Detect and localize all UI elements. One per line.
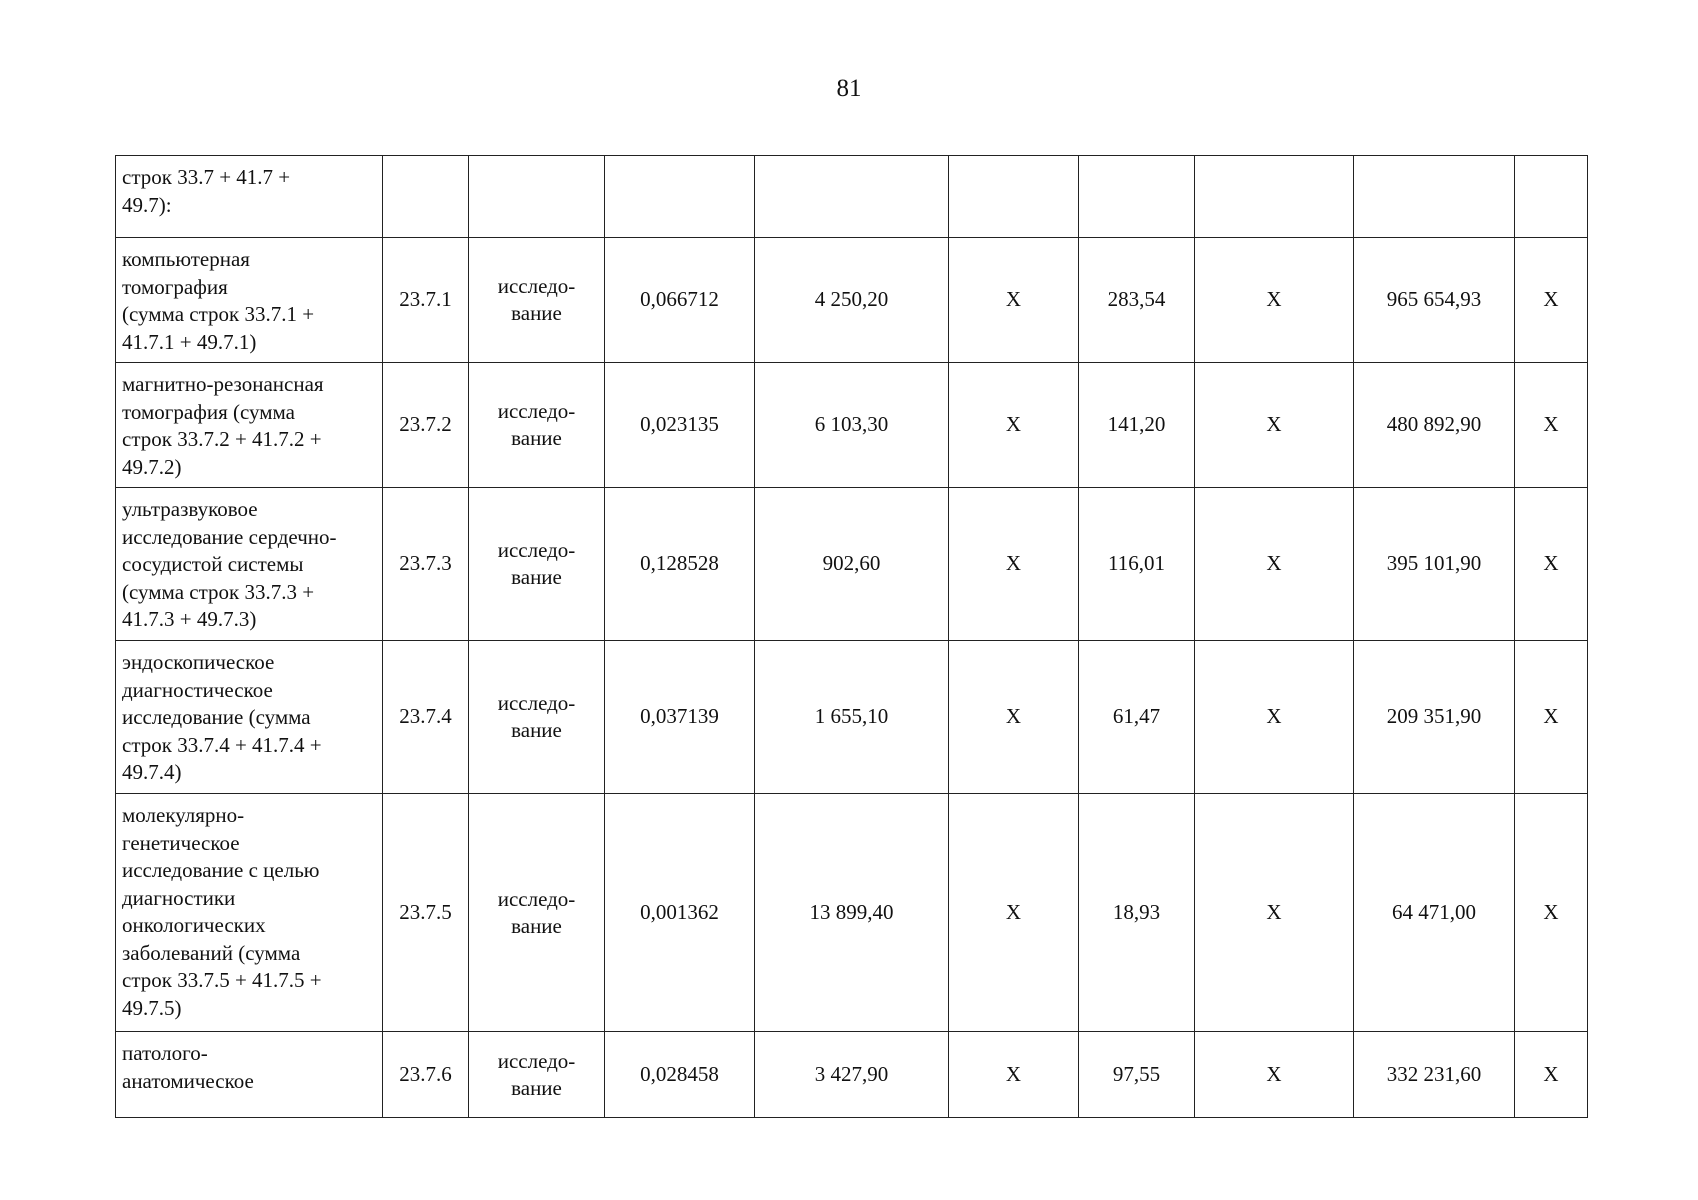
row-number-cell: 23.7.3 xyxy=(383,488,469,641)
row-number-cell: 23.7.1 xyxy=(383,238,469,363)
medical-services-table xyxy=(115,155,1588,1118)
x-mark-cell: Х xyxy=(1515,641,1588,794)
x-mark-cell: Х xyxy=(1195,794,1354,1032)
unit-cell: исследо- вание xyxy=(469,488,605,641)
unit-cell: исследо- вание xyxy=(469,641,605,794)
empty-cell xyxy=(1354,156,1515,238)
service-name-cell: молекулярно- генетическое исследование с целью диагностики онкологических заболеваний (сумма строк 33.7.5 + 41.7.5 + 49.7.5) xyxy=(116,794,383,1032)
per-capita-cell: 141,20 xyxy=(1079,363,1195,488)
x-mark-cell: Х xyxy=(1515,488,1588,641)
sum-cell: 209 351,90 xyxy=(1354,641,1515,794)
x-mark-cell: Х xyxy=(1195,641,1354,794)
x-mark-cell: Х xyxy=(1515,1032,1588,1118)
table-row xyxy=(116,238,1588,363)
x-mark-cell: Х xyxy=(1515,794,1588,1032)
cost-cell: 13 899,40 xyxy=(755,794,949,1032)
sum-cell: 395 101,90 xyxy=(1354,488,1515,641)
sum-cell: 965 654,93 xyxy=(1354,238,1515,363)
empty-cell xyxy=(755,156,949,238)
x-mark-cell: Х xyxy=(949,794,1079,1032)
x-mark-cell: Х xyxy=(949,238,1079,363)
empty-cell xyxy=(1515,156,1588,238)
empty-cell xyxy=(605,156,755,238)
service-name-cell: строк 33.7 + 41.7 + 49.7): xyxy=(116,156,383,238)
x-mark-cell: Х xyxy=(949,488,1079,641)
row-number-cell: 23.7.2 xyxy=(383,363,469,488)
per-capita-cell: 18,93 xyxy=(1079,794,1195,1032)
unit-cell: исследо- вание xyxy=(469,238,605,363)
x-mark-cell: Х xyxy=(949,363,1079,488)
service-name-cell: магнитно-резонансная томография (сумма строк 33.7.2 + 41.7.2 + 49.7.2) xyxy=(116,363,383,488)
empty-cell xyxy=(383,156,469,238)
x-mark-cell: Х xyxy=(1195,363,1354,488)
service-name-cell: ультразвуковое исследование сердечно- сосудистой системы (сумма строк 33.7.3 + 41.7.3 + 49.7.3) xyxy=(116,488,383,641)
x-mark-cell: Х xyxy=(949,1032,1079,1118)
row-number-cell: 23.7.6 xyxy=(383,1032,469,1118)
service-name-cell: компьютерная томография (сумма строк 33.7.1 + 41.7.1 + 49.7.1) xyxy=(116,238,383,363)
per-capita-cell: 283,54 xyxy=(1079,238,1195,363)
cost-cell: 1 655,10 xyxy=(755,641,949,794)
service-name-cell: патолого- анатомическое xyxy=(116,1032,383,1118)
sum-cell: 332 231,60 xyxy=(1354,1032,1515,1118)
cost-cell: 902,60 xyxy=(755,488,949,641)
per-capita-cell: 61,47 xyxy=(1079,641,1195,794)
row-number-cell: 23.7.4 xyxy=(383,641,469,794)
x-mark-cell: Х xyxy=(1195,238,1354,363)
x-mark-cell: Х xyxy=(1195,1032,1354,1118)
table-row-continuation xyxy=(116,156,1588,238)
x-mark-cell: Х xyxy=(1195,488,1354,641)
cost-cell: 4 250,20 xyxy=(755,238,949,363)
unit-cell: исследо- вание xyxy=(469,1032,605,1118)
table-row xyxy=(116,641,1588,794)
volume-cell: 0,001362 xyxy=(605,794,755,1032)
table-row xyxy=(116,794,1588,1032)
sum-cell: 64 471,00 xyxy=(1354,794,1515,1032)
row-number-cell: 23.7.5 xyxy=(383,794,469,1032)
volume-cell: 0,028458 xyxy=(605,1032,755,1118)
empty-cell xyxy=(1079,156,1195,238)
cost-cell: 6 103,30 xyxy=(755,363,949,488)
volume-cell: 0,128528 xyxy=(605,488,755,641)
empty-cell xyxy=(1195,156,1354,238)
x-mark-cell: Х xyxy=(949,641,1079,794)
volume-cell: 0,023135 xyxy=(605,363,755,488)
unit-cell: исследо- вание xyxy=(469,794,605,1032)
empty-cell xyxy=(469,156,605,238)
x-mark-cell: Х xyxy=(1515,363,1588,488)
empty-cell xyxy=(949,156,1079,238)
per-capita-cell: 116,01 xyxy=(1079,488,1195,641)
per-capita-cell: 97,55 xyxy=(1079,1032,1195,1118)
table-row xyxy=(116,363,1588,488)
cost-cell: 3 427,90 xyxy=(755,1032,949,1118)
unit-cell: исследо- вание xyxy=(469,363,605,488)
page-number: 81 xyxy=(836,75,862,102)
x-mark-cell: Х xyxy=(1515,238,1588,363)
service-name-cell: эндоскопическое диагностическое исследование (сумма строк 33.7.4 + 41.7.4 + 49.7.4) xyxy=(116,641,383,794)
table-row xyxy=(116,488,1588,641)
volume-cell: 0,037139 xyxy=(605,641,755,794)
volume-cell: 0,066712 xyxy=(605,238,755,363)
table-row xyxy=(116,1032,1588,1118)
sum-cell: 480 892,90 xyxy=(1354,363,1515,488)
